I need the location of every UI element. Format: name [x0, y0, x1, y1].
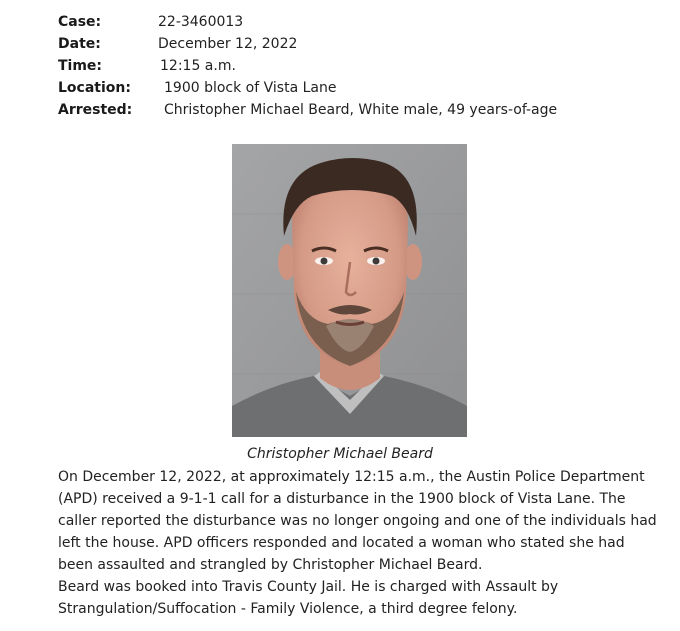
mugshot-illustration: [232, 144, 467, 437]
arrested-label: Arrested:: [58, 102, 133, 118]
time-label: Time:: [58, 58, 103, 74]
location-label: Location:: [58, 80, 131, 96]
mugshot-photo: [232, 144, 467, 437]
case-narrative: [58, 466, 658, 620]
case-row: [58, 11, 658, 33]
charges-paragraph: Beard was booked into Travis County Jail. He is charged with Assault by Strangulation/Suffocation - Family Violence, a third degree felony.: [58, 579, 559, 617]
case-details: [58, 11, 658, 121]
case-number: 22-3460013: [158, 14, 244, 30]
arrested-row: [58, 99, 658, 121]
date-row: [58, 33, 658, 55]
case-label: Case:: [58, 14, 102, 30]
date-value: December 12, 2022: [158, 36, 298, 52]
date-label: Date:: [58, 36, 101, 52]
time-value: 12:15 a.m.: [160, 58, 236, 74]
arrested-value: Christopher Michael Beard, White male, 49 years-of-age: [164, 102, 558, 118]
photo-caption: Christopher Michael Beard: [247, 446, 433, 462]
location-value: 1900 block of Vista Lane: [164, 80, 337, 96]
location-row: [58, 77, 658, 99]
narrative-paragraph: On December 12, 2022, at approximately 12:15 a.m., the Austin Police Department (APD) received a 9-1-1 call for a disturbance in the 1900 block of Vista Lane. The caller reported the disturbance was no longer ongoing and one of the individuals had left the house. APD officers responded and located a woman who stated she had been assaulted and strangled by Christopher Michael Beard.: [58, 469, 657, 573]
time-row: [58, 55, 658, 77]
